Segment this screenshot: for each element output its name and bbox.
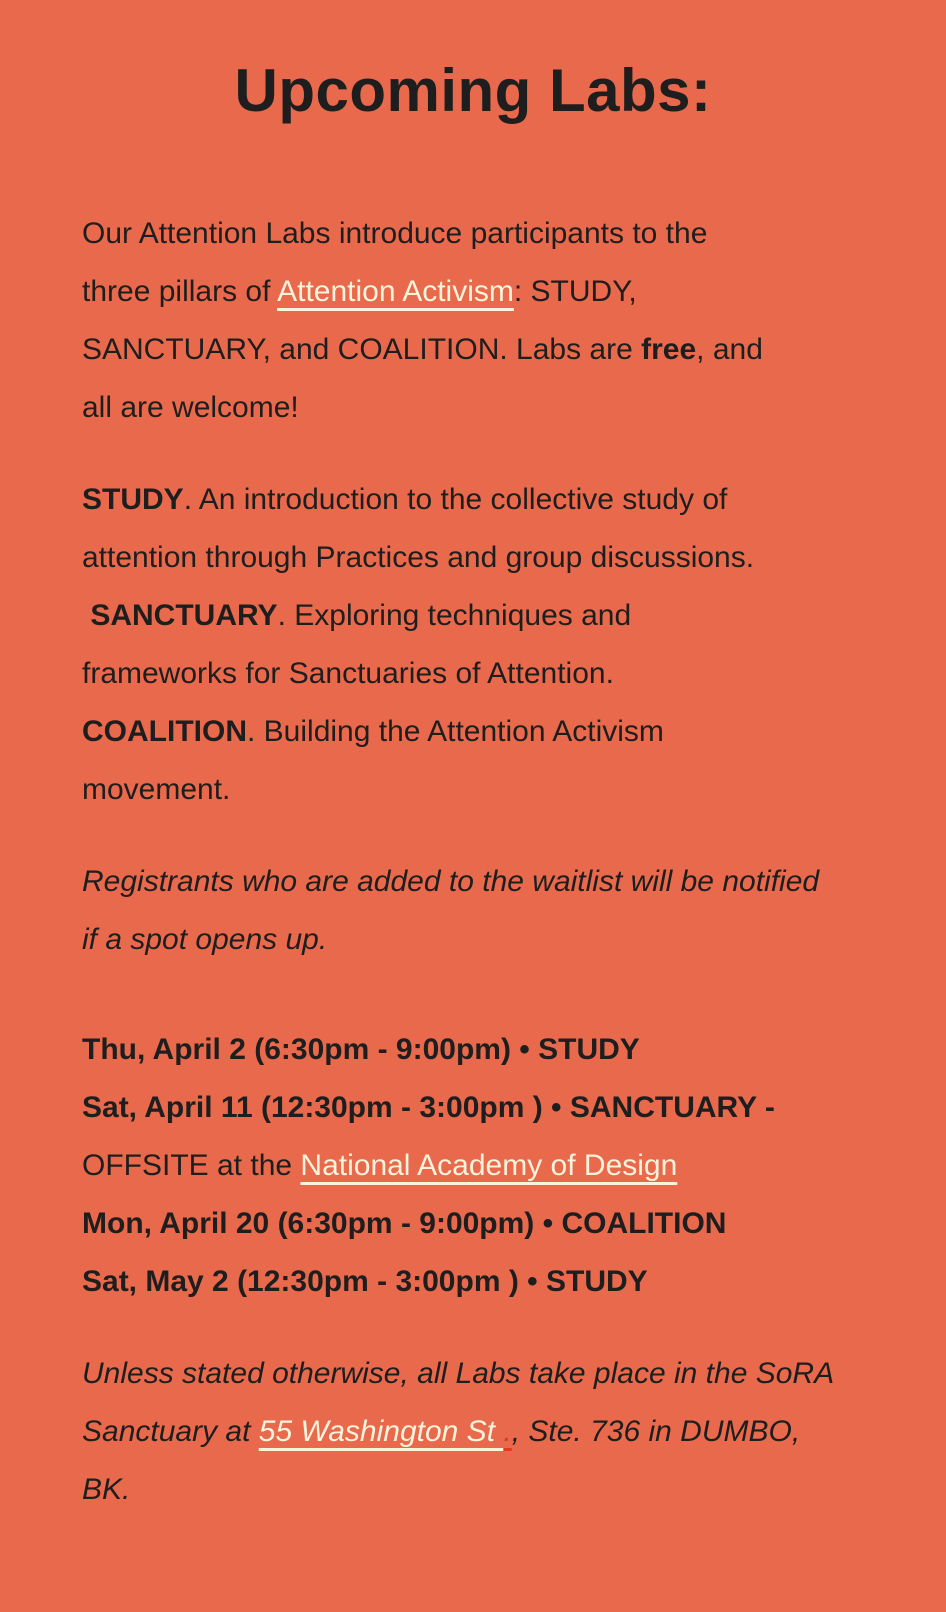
washington-st-link[interactable]: 55 Washington St: [258, 1415, 504, 1448]
schedule-list: [82, 1021, 864, 1311]
text-run: Our Attention Labs introduce participants to the: [82, 217, 708, 250]
text-run: three pillars of: [82, 275, 278, 308]
text-line: [82, 1195, 864, 1253]
text-line: [82, 205, 864, 263]
page-title: Upcoming Labs:: [234, 57, 712, 124]
text-line: [82, 853, 864, 911]
washington-st-period-link[interactable]: .: [503, 1415, 512, 1448]
text-run: . An introduction to the collective study of: [183, 483, 728, 516]
waitlist-note: [82, 853, 864, 969]
text-line: [82, 1079, 864, 1137]
text-run: Sanctuary at: [82, 1415, 259, 1448]
text-run: movement.: [82, 773, 231, 806]
pillars-paragraph: [82, 471, 864, 819]
text-line: [82, 911, 864, 969]
text-run: Sat, May 2 (12:30pm - 3:00pm ) • STUDY: [82, 1265, 648, 1298]
attention-activism-link[interactable]: Attention Activism: [277, 275, 514, 308]
text-run: . Building the Attention Activism: [247, 715, 664, 748]
text-line: [82, 1253, 864, 1311]
text-run: BK.: [82, 1473, 131, 1506]
text-run: : STUDY,: [513, 275, 637, 308]
text-run: , and: [696, 333, 763, 366]
location-note: [82, 1345, 864, 1519]
text-line: [82, 703, 864, 761]
text-run: frameworks for Sanctuaries of Attention.: [82, 657, 614, 690]
text-line: [82, 263, 864, 321]
text-line: [82, 379, 864, 437]
text-run: Unless stated otherwise, all Labs take place in the SoRA: [82, 1357, 835, 1390]
text-run: Sat, April 11 (12:30pm - 3:00pm ) • SANCTUARY -: [82, 1091, 775, 1124]
text-run: SANCTUARY, and COALITION. Labs are: [82, 333, 642, 366]
text-line: [82, 1403, 864, 1461]
text-run: attention through Practices and group discussions.: [82, 541, 755, 574]
text-run: free: [641, 333, 697, 366]
text-line: [82, 1137, 864, 1195]
text-line: [82, 1345, 864, 1403]
text-run: Thu, April 2 (6:30pm - 9:00pm) • STUDY: [82, 1033, 640, 1066]
text-line: [82, 645, 864, 703]
text-run: OFFSITE at the: [82, 1149, 301, 1182]
text-run: , Ste. 736 in DUMBO,: [511, 1415, 801, 1448]
text-run: COALITION: [82, 715, 247, 748]
text-run: SANCTUARY: [90, 599, 278, 632]
text-line: [82, 321, 864, 379]
text-run: if a spot opens up.: [82, 923, 328, 956]
national-academy-of-design-link[interactable]: National Academy of Design: [300, 1149, 678, 1182]
text-run: STUDY: [82, 483, 184, 516]
text-line: [82, 587, 864, 645]
text-run: all are welcome!: [82, 391, 299, 424]
text-line: [82, 529, 864, 587]
text-line: [82, 1021, 864, 1079]
text-run: Registrants who are added to the waitlist will be notified: [82, 865, 820, 898]
text-run: . Exploring techniques and: [277, 599, 632, 632]
text-line: [82, 761, 864, 819]
text-line: [82, 1461, 864, 1519]
intro-paragraph: [82, 205, 864, 437]
text-line: [82, 471, 864, 529]
text-run: Mon, April 20 (6:30pm - 9:00pm) • COALITION: [82, 1207, 727, 1240]
